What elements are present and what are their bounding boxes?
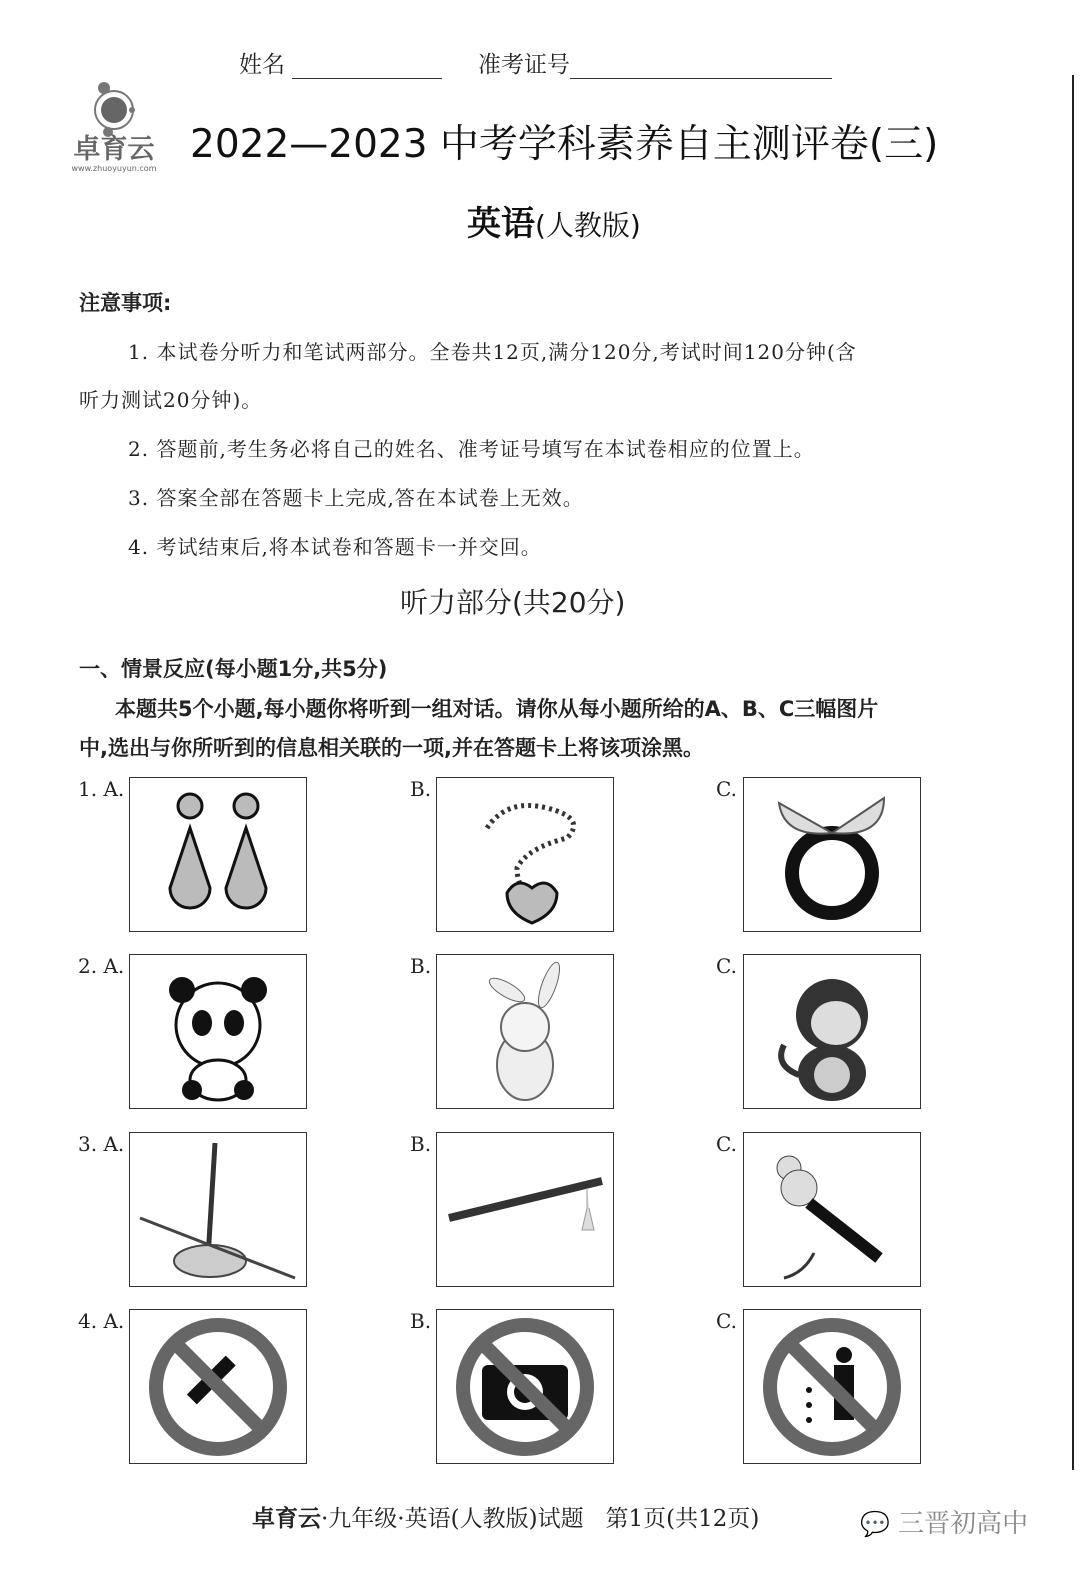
option-label: 3. A. bbox=[78, 1132, 125, 1156]
logo bbox=[64, 80, 164, 173]
option-picture[interactable] bbox=[129, 777, 307, 932]
instructions: 中,选出与你所听到的信息相关联的一项,并在答题卡上将该项涂黑。 bbox=[79, 736, 704, 760]
option-picture[interactable] bbox=[129, 1309, 307, 1464]
notes-heading: 注意事项: bbox=[79, 291, 172, 315]
monkey-icon bbox=[744, 955, 920, 1108]
option-label: B. bbox=[410, 954, 432, 978]
hulusi-icon bbox=[744, 1133, 920, 1286]
section-title: 听力部分(共20分) bbox=[400, 586, 626, 619]
margin-line bbox=[1072, 75, 1074, 1470]
note-item: 2. 答题前,考生务必将自己的姓名、准考证号填写在本试卷相应的位置上。 bbox=[128, 437, 815, 461]
name-field bbox=[239, 46, 442, 79]
option-label: 1. A. bbox=[78, 777, 125, 801]
no-smoking-icon bbox=[130, 1310, 306, 1463]
option-label: B. bbox=[410, 777, 432, 801]
watermark bbox=[860, 1503, 1028, 1540]
watermark-text: 三晋初高中 bbox=[898, 1509, 1029, 1539]
exam-title: 2022—2023 中考学科素养自主测评卷(三) bbox=[190, 122, 939, 167]
subject-title bbox=[467, 196, 641, 245]
earrings-icon bbox=[130, 778, 306, 931]
option-picture[interactable] bbox=[743, 1309, 921, 1464]
option-label: B. bbox=[410, 1132, 432, 1156]
note-item: 4. 考试结束后,将本试卷和答题卡一并交回。 bbox=[128, 535, 542, 559]
edition: (人教版) bbox=[535, 209, 641, 242]
option-picture[interactable] bbox=[436, 1132, 614, 1287]
hair-tie-icon bbox=[744, 778, 920, 931]
wechat-icon: 💬 bbox=[860, 1510, 890, 1538]
id-blank bbox=[570, 58, 832, 79]
rabbit-icon bbox=[437, 955, 613, 1108]
option-label: C. bbox=[716, 954, 737, 978]
option-label: C. bbox=[716, 777, 737, 801]
option-picture[interactable] bbox=[743, 1132, 921, 1287]
option-label: B. bbox=[410, 1309, 432, 1333]
option-picture[interactable] bbox=[436, 1309, 614, 1464]
option-label: C. bbox=[716, 1132, 737, 1156]
no-photos-icon bbox=[437, 1310, 613, 1463]
panda-icon bbox=[130, 955, 306, 1108]
logo-icon bbox=[84, 80, 144, 140]
footer-brand: 卓育云 bbox=[252, 1506, 321, 1532]
option-picture[interactable] bbox=[743, 954, 921, 1109]
id-field bbox=[478, 46, 832, 79]
necklace-icon bbox=[437, 778, 613, 931]
note-item: 听力测试20分钟)。 bbox=[79, 388, 263, 412]
name-label: 姓名 bbox=[239, 52, 285, 78]
option-label: 4. A. bbox=[78, 1309, 125, 1333]
option-label: C. bbox=[716, 1309, 737, 1333]
part-title: 一、情景反应(每小题1分,共5分) bbox=[79, 657, 388, 681]
erhu-icon bbox=[130, 1133, 306, 1286]
note-item: 1. 本试卷分听力和笔试两部分。全卷共12页,满分120分,考试时间120分钟(含 bbox=[128, 340, 857, 364]
subject: 英语 bbox=[467, 204, 535, 244]
option-picture[interactable] bbox=[743, 777, 921, 932]
no-littering-icon bbox=[744, 1310, 920, 1463]
page-number: 第1页(共12页) bbox=[605, 1506, 760, 1532]
option-label: 2. A. bbox=[78, 954, 125, 978]
option-picture[interactable] bbox=[129, 954, 307, 1109]
option-picture[interactable] bbox=[436, 954, 614, 1109]
instructions: 本题共5个小题,每小题你将听到一组对话。请你从每小题所给的A、B、C三幅图片 bbox=[115, 697, 879, 721]
flute-icon bbox=[437, 1133, 613, 1286]
id-label: 准考证号 bbox=[478, 52, 570, 78]
name-blank bbox=[292, 58, 442, 79]
option-picture[interactable] bbox=[129, 1132, 307, 1287]
note-item: 3. 答案全部在答题卡上完成,答在本试卷上无效。 bbox=[128, 486, 584, 510]
option-picture[interactable] bbox=[436, 777, 614, 932]
logo-text: 卓育云 bbox=[73, 134, 155, 165]
logo-url: www.zhuoyuyun.com bbox=[71, 164, 157, 173]
footer bbox=[252, 1500, 759, 1533]
footer-text: ·九年级·英语(人教版)试题 bbox=[321, 1506, 584, 1532]
